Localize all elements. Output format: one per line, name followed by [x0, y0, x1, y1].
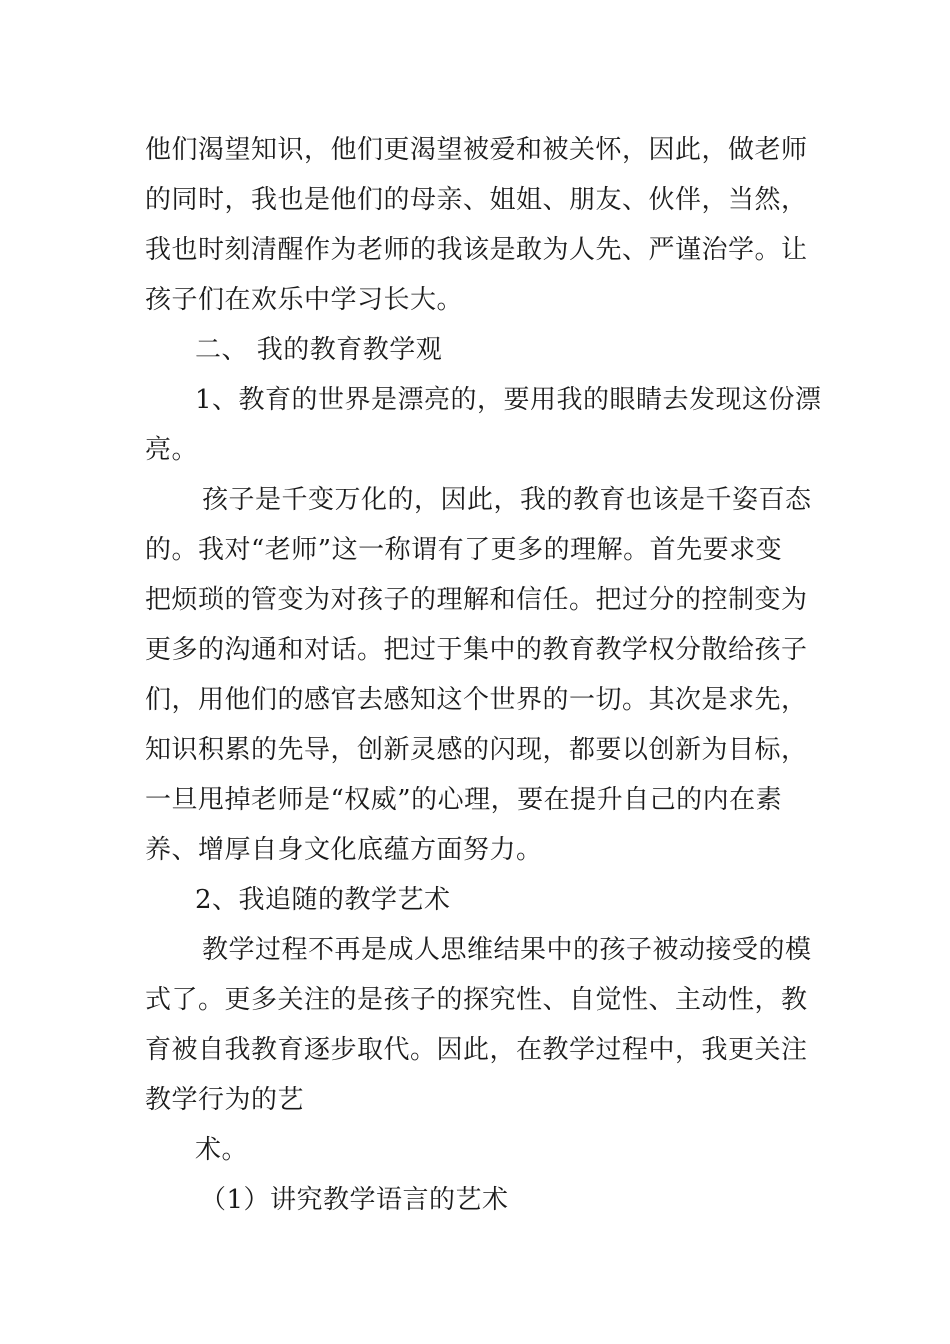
paragraph-line: 我也时刻清醒作为老师的我该是敢为人先、严谨治学。让	[145, 235, 808, 265]
paragraph-line: 一旦甩掉老师是“权威”的心理，要在提升自己的内在素	[145, 785, 783, 815]
paragraph-line: 把烦琐的管变为对孩子的理解和信任。把过分的控制变为	[145, 585, 808, 615]
paragraph-line: 更多的沟通和对话。把过于集中的教育教学权分散给孩子	[145, 635, 808, 665]
paragraph-line: 教学过程不再是成人思维结果中的孩子被动接受的模	[202, 935, 812, 965]
paragraph-line: 孩子是千变万化的，因此，我的教育也该是千姿百态	[202, 485, 812, 515]
paragraph-line: 亮。	[145, 435, 199, 465]
paragraph-line: 的同时，我也是他们的母亲、姐姐、朋友、伙伴，当然，	[145, 185, 808, 215]
paragraph-line: 们，用他们的感官去感知这个世界的一切。其次是求先，	[145, 685, 808, 715]
paragraph-line: 知识积累的先导，创新灵感的闪现，都要以创新为目标，	[145, 735, 808, 765]
subsection-heading: 2、我追随的教学艺术	[195, 885, 451, 915]
paragraph-line: 他们渴望知识，他们更渴望被爱和被关怀，因此，做老师	[145, 135, 808, 165]
paragraph-line: 育被自我教育逐步取代。因此，在教学过程中，我更关注	[145, 1035, 808, 1065]
paragraph-line: 的。我对“老师”这一称谓有了更多的理解。首先要求变	[145, 535, 783, 565]
paragraph-line: 教学行为的艺	[145, 1085, 305, 1115]
paragraph-line: 养、增厚自身文化底蕴方面努力。	[145, 835, 543, 865]
subsection-heading: 1、教育的世界是漂亮的，要用我的眼睛去发现这份漂	[195, 385, 822, 415]
list-item-heading: （1）讲究教学语言的艺术	[200, 1185, 509, 1215]
paragraph-line: 式了。更多关注的是孩子的探究性、自觉性、主动性，教	[145, 985, 808, 1015]
section-heading: 二、 我的教育教学观	[195, 335, 443, 365]
paragraph-line: 术。	[195, 1135, 249, 1165]
paragraph-line: 孩子们在欢乐中学习长大。	[145, 285, 464, 315]
